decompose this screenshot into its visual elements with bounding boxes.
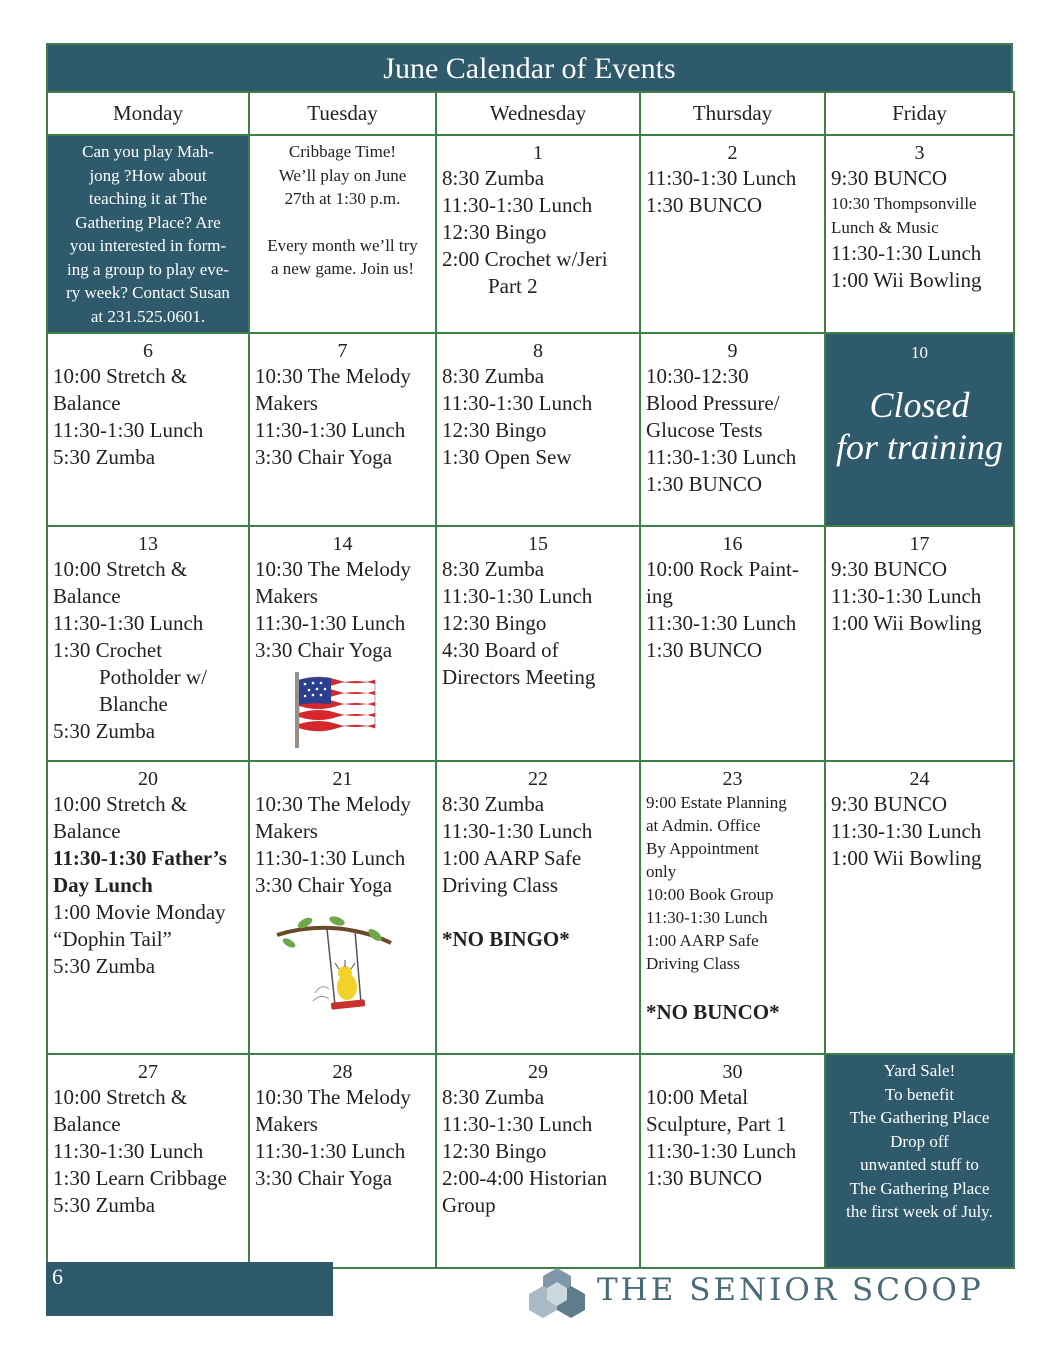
day-cell-june-23: 23 9:00 Estate Planning at Admin. Office By Appointment only 10:00 Book Group 11:30-1:30 Lunch 1:00 AARP Safe Driving Class *NO BUNCO* — [640, 761, 825, 1054]
day-number: 17 — [909, 533, 930, 555]
page-number-bar — [46, 1262, 333, 1316]
weekday-monday: Monday — [47, 92, 249, 135]
american-flag-icon — [255, 670, 430, 757]
weekday-tuesday: Tuesday — [249, 92, 436, 135]
mahjong-note: Can you play Mah- jong ?How about teaching it at The Gathering Place? Are you interested in form- ing a group to play eve- ry week? Contact Susan at 231.525.0601. — [47, 135, 249, 333]
day-number: 14 — [332, 533, 353, 555]
day-cell-june-29: 29 8:30 Zumba 11:30-1:30 Lunch 12:30 Bingo 2:00-4:00 Historian Group — [436, 1054, 640, 1268]
day-number: 7 — [337, 340, 348, 362]
yard-sale-note: Yard Sale! To benefit The Gathering Place Drop off unwanted stuff to The Gathering Place the first week of July. — [825, 1054, 1014, 1268]
day-cell-june-3: 3 9:30 BUNCO 10:30 Thompsonville Lunch & Music 11:30-1:30 Lunch 1:00 Wii Bowling — [825, 135, 1014, 333]
day-cell-june-2: 2 11:30-1:30 Lunch 1:30 BUNCO — [640, 135, 825, 333]
day-cell-june-17: 17 9:30 BUNCO 11:30-1:30 Lunch 1:00 Wii Bowling — [825, 526, 1014, 761]
day-cell-june-7: 7 10:30 The Melody Makers 11:30-1:30 Lunch 3:30 Chair Yoga — [249, 333, 436, 526]
newsletter-brand — [527, 1264, 1007, 1320]
day-cell-june-6: 6 10:00 Stretch & Balance 11:30-1:30 Lunch 5:30 Zumba — [47, 333, 249, 526]
day-number: 1 — [533, 142, 543, 164]
weekday-wednesday: Wednesday — [436, 92, 640, 135]
day-number: 2 — [727, 142, 738, 164]
day-cell-june-20: 20 10:00 Stretch & Balance 11:30-1:30 Father’s Day Lunch 1:00 Movie Monday “Dophin Tail” 5:30 Zumba — [47, 761, 249, 1054]
day-number: 28 — [332, 1061, 353, 1083]
weekday-header-row — [47, 92, 1014, 135]
day-cell-june-8: 8 8:30 Zumba 11:30-1:30 Lunch 12:30 Bingo 1:30 Open Sew — [436, 333, 640, 526]
day-cell-june-30: 30 10:00 Metal Sculpture, Part 1 11:30-1:30 Lunch 1:30 BUNCO — [640, 1054, 825, 1268]
weekday-friday: Friday — [825, 92, 1014, 135]
day-cell-june-1: 1 8:30 Zumba 11:30-1:30 Lunch 12:30 Bingo 2:00 Crochet w/Jeri Part 2 — [436, 135, 640, 333]
day-cell-june-14: 14 10:30 The Melody Makers 11:30-1:30 Lunch 3:30 Chair Yoga — [249, 526, 436, 761]
day-cell-june-13: 13 10:00 Stretch & Balance 11:30-1:30 Lunch 1:30 Crochet Potholder w/ Blanche 5:30 Zumba — [47, 526, 249, 761]
hexagon-logo-icon — [527, 1264, 587, 1320]
day-number: 6 — [143, 340, 153, 362]
day-cell-june-21: 21 10:30 The Melody Makers 11:30-1:30 Lunch 3:30 Chair Yoga — [249, 761, 436, 1054]
day-number: 15 — [528, 533, 548, 555]
day-number: 29 — [528, 1061, 548, 1083]
woodstock-swing-icon — [255, 913, 430, 1030]
day-cell-june-10-closed — [825, 333, 1014, 526]
week-row — [47, 333, 1014, 526]
day-number: 10 — [911, 343, 928, 362]
day-cell-june-9: 9 10:30-12:30 Blood Pressure/ Glucose Tests 11:30-1:30 Lunch 1:30 BUNCO — [640, 333, 825, 526]
day-number: 3 — [914, 142, 925, 164]
cribbage-note: Cribbage Time! We’ll play on June 27th at 1:30 p.m. Every month we’ll try a new game. Join us! — [249, 135, 436, 333]
day-cell-june-27: 27 10:00 Stretch & Balance 11:30-1:30 Lunch 1:30 Learn Cribbage 5:30 Zumba — [47, 1054, 249, 1268]
calendar — [46, 43, 1013, 1269]
page-number: 6 — [52, 1264, 63, 1289]
week-row — [47, 526, 1014, 761]
day-number: 21 — [332, 768, 353, 790]
day-number: 27 — [138, 1061, 158, 1083]
day-number: 24 — [909, 768, 930, 790]
day-cell-june-16: 16 10:00 Rock Paint- ing 11:30-1:30 Lunch 1:30 BUNCO — [640, 526, 825, 761]
calendar-title: June Calendar of Events — [46, 43, 1013, 91]
day-number: 13 — [138, 533, 158, 555]
day-number: 8 — [533, 340, 543, 362]
weekday-thursday: Thursday — [640, 92, 825, 135]
brand-name: THE SENIOR SCOOP — [597, 1272, 984, 1308]
day-number: 22 — [528, 768, 548, 790]
day-cell-june-24: 24 9:30 BUNCO 11:30-1:30 Lunch 1:00 Wii Bowling — [825, 761, 1014, 1054]
day-number: 30 — [722, 1061, 743, 1083]
week-row — [47, 1054, 1014, 1268]
calendar-grid — [46, 91, 1015, 1269]
day-cell-june-28: 28 10:30 The Melody Makers 11:30-1:30 Lunch 3:30 Chair Yoga — [249, 1054, 436, 1268]
day-number: 20 — [138, 768, 158, 790]
day-cell-june-22: 22 8:30 Zumba 11:30-1:30 Lunch 1:00 AARP Safe Driving Class *NO BINGO* — [436, 761, 640, 1054]
week-row — [47, 135, 1014, 333]
day-number: 23 — [722, 768, 743, 790]
week-row — [47, 761, 1014, 1054]
day-number: 16 — [722, 533, 743, 555]
day-cell-june-15: 15 8:30 Zumba 11:30-1:30 Lunch 12:30 Bingo 4:30 Board of Directors Meeting — [436, 526, 640, 761]
closed-notice: Closed for training — [835, 385, 1004, 467]
day-number: 9 — [727, 340, 738, 362]
